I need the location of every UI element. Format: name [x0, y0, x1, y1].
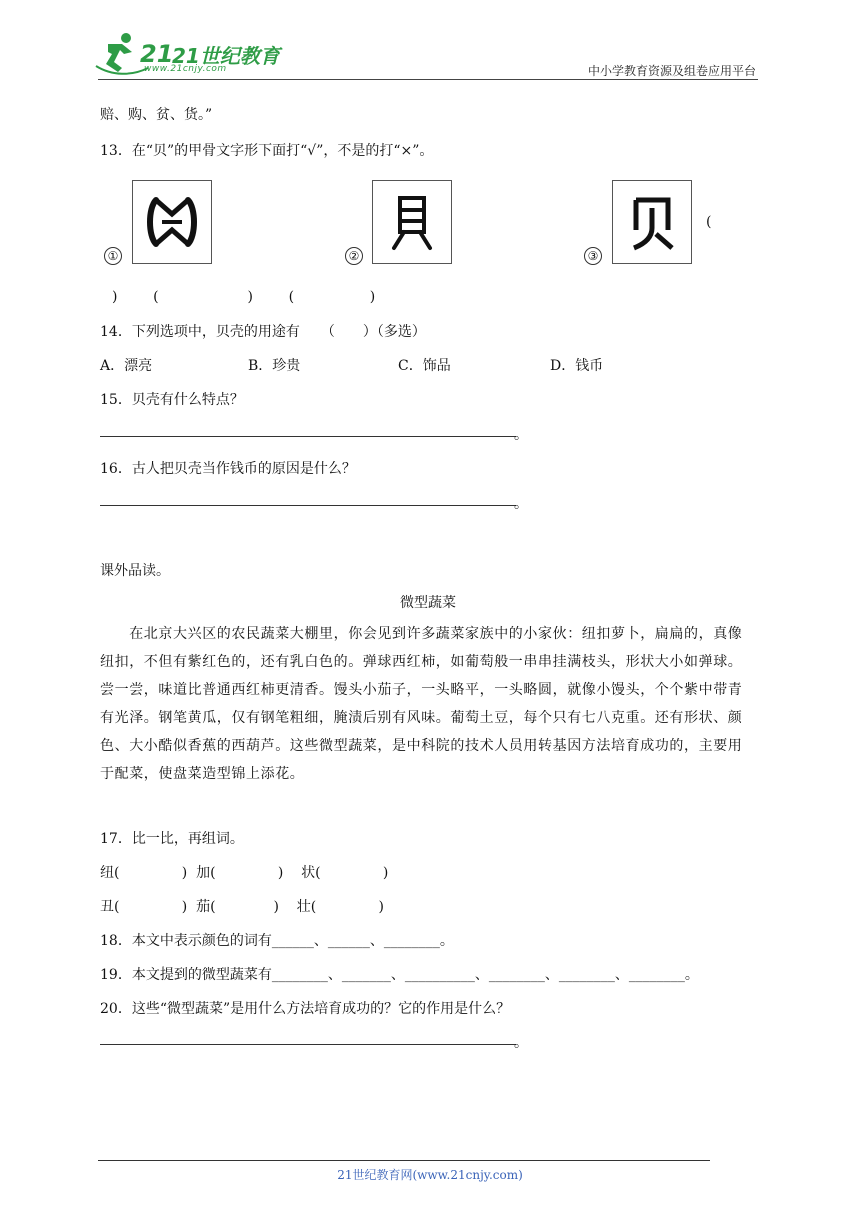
footer-divider [98, 1160, 710, 1161]
question-20: 20．这些“微型蔬菜”是用什么方法培育成功的？它的作用是什么？ [100, 1001, 511, 1017]
logo-text: 21世纪教育 [172, 44, 280, 68]
logo-url: www.21cnjy.com [144, 64, 227, 74]
oracle-glyph-1 [132, 180, 212, 264]
oracle-glyph-3 [612, 180, 692, 264]
passage-line: 在北京大兴区的农民蔬菜大棚里，你会见到许多蔬菜家族中的小家伙：纽扣萝卜，扁扁的，真像 [100, 626, 743, 642]
oracle-shell-icon [142, 192, 202, 252]
oracle-glyph-2 [372, 180, 452, 264]
question-14: 14．下列选项中，贝壳的用途有 （ ）（多选） [100, 324, 426, 340]
q17-row-2: 丑( ) 茄( ) 壮( ) [100, 899, 384, 915]
passage-line: 纽扣，不但有紫红色的，还有乳白色的。弹球西红柿，如葡萄般一串串挂满枝头，形状大小如弹球。 [100, 654, 743, 670]
passage [100, 620, 760, 788]
modern-bei-icon [622, 192, 682, 252]
passage-line: 尝一尝，味道比普通西红柿更清香。馒头小茄子，一头略平，一头略圆，就像小馒头，个个紫中带青 [100, 682, 743, 698]
question-18: 18．本文中表示颜色的词有______、______、________。 [100, 933, 454, 949]
option-d: D．钱币 [550, 358, 604, 374]
svg-text:21: 21 [140, 40, 174, 68]
question-19: 19．本文提到的微型蔬菜有________、_______、__________、________、________、________。 [100, 967, 699, 983]
answer-line-20[interactable] [100, 1044, 516, 1045]
carryover-line: 赔、购、贫、货。” [100, 107, 213, 123]
label-2: ② [345, 247, 363, 265]
section-heading: 课外品读。 [100, 563, 170, 579]
option-b: B．珍贵 [248, 358, 301, 374]
q17-row-1: 纽( ) 加( ) 状( ) [100, 865, 389, 881]
period-15: 。 [514, 427, 528, 443]
period-16: 。 [514, 496, 528, 512]
option-c: C．饰品 [398, 358, 451, 374]
passage-title: 微型蔬菜 [400, 595, 456, 611]
period-20: 。 [514, 1035, 528, 1051]
bronze-shell-icon [382, 192, 442, 252]
question-15: 15．贝壳有什么特点？ [100, 392, 244, 408]
answer-parens-13: ) ( ) ( ) [112, 289, 376, 305]
question-16: 16．古人把贝壳当作钱币的原因是什么？ [100, 461, 356, 477]
passage-line: 于配菜，使盘菜造型锦上添花。 [100, 766, 305, 782]
passage-line: 色、大小酷似香蕉的西葫芦。这些微型蔬菜，是中科院的技术人员用转基因方法培育成功的，主要用 [100, 738, 743, 754]
label-1: ① [104, 247, 122, 265]
question-17: 17．比一比，再组词。 [100, 831, 244, 847]
answer-line-16[interactable] [100, 505, 516, 506]
open-paren: ( [706, 214, 712, 230]
option-a: A．漂亮 [100, 358, 153, 374]
label-3: ③ [584, 247, 602, 265]
passage-line: 有光泽。钢笔黄瓜，仅有钢笔粗细，腌渍后别有风味。葡萄土豆，每个只有七八克重。还有形状、颜 [100, 710, 743, 726]
footer-text: 21世纪教育网(www.21cnjy.com) [337, 1168, 523, 1182]
answer-line-15[interactable] [100, 436, 516, 437]
platform-name: 中小学教育资源及组卷应用平台 [587, 64, 756, 78]
question-13: 13．在“贝”的甲骨文字形下面打“√”，不是的打“×”。 [100, 143, 434, 159]
header-divider [98, 79, 758, 80]
